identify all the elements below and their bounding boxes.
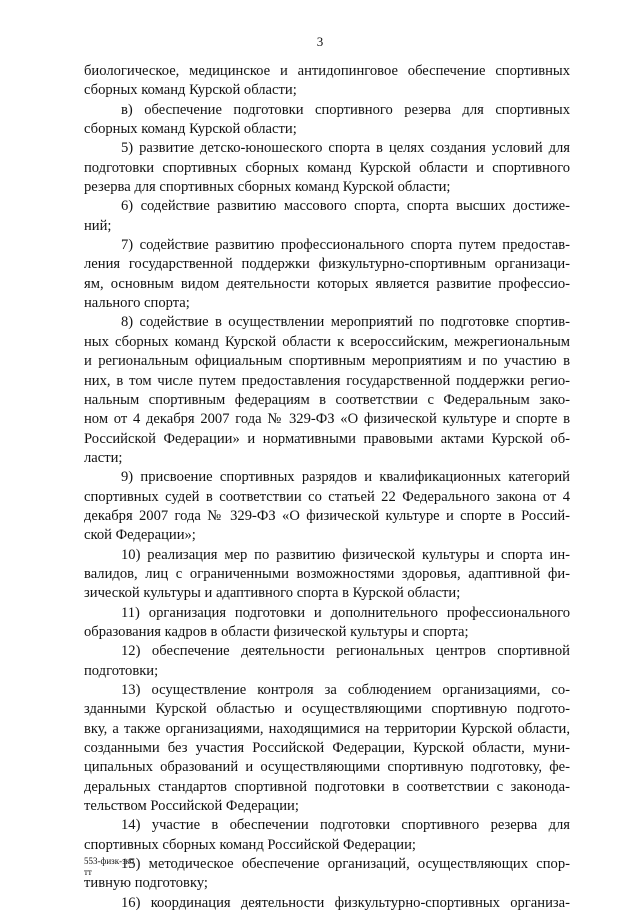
- text-line: спортивных сборных команд Российской Федерации;: [84, 836, 416, 853]
- text-line: образования кадров в области физической культуры и спорта;: [84, 623, 469, 640]
- text-line: сборных команд Курской области;: [84, 121, 297, 138]
- footer-code: 553-физк-зко: [84, 856, 135, 866]
- text-line: зической культуры и адаптивного спорта в Курской области;: [84, 585, 461, 602]
- text-line: ям, основным видом деятельности которых является развитие профессио-: [84, 275, 570, 292]
- text-line: ном от 4 декабря 2007 года № 329-ФЗ «О физической культуре и спорте в: [84, 411, 570, 428]
- text-line: 9) присвоение спортивных разрядов и квалификационных категорий: [121, 469, 570, 486]
- text-line: деральных стандартов спортивной подготовки в соответствии с законода-: [84, 778, 570, 795]
- text-line: тельством Российской Федерации;: [84, 798, 299, 815]
- text-line: 15) методическое обеспечение организаций, осуществляющих спор-: [121, 856, 570, 873]
- text-line: ласти;: [84, 449, 123, 466]
- text-line: нальным спортивным федерациям в соответствии с Федеральным зако-: [84, 391, 570, 408]
- text-line: ления государственной поддержки физкультурно-спортивным организаци-: [84, 256, 570, 273]
- text-line: зданными Курской областью и осуществляющими спортивную подгото-: [84, 701, 570, 718]
- document-body: [84, 62, 570, 913]
- text-line: и региональным официальным спортивным мероприятиям и по участию в: [84, 353, 570, 370]
- text-line: 14) участие в обеспечении подготовки спортивного резерва для: [121, 817, 570, 834]
- text-line: валидов, лиц с ограниченными возможностями здоровья, адаптивной фи-: [84, 565, 570, 582]
- text-line: 8) содействие в осуществлении мероприятий по подготовке спортив-: [121, 314, 570, 331]
- text-line: них, в том числе путем предоставления государственной поддержки регио-: [84, 372, 570, 389]
- text-line: 7) содействие развитию профессионального спорта путем предостав-: [121, 237, 570, 254]
- text-line: тивную подготовку;: [84, 875, 208, 892]
- text-line: декабря 2007 года № 329-ФЗ «О физической культуре и спорте в Россий-: [84, 507, 570, 524]
- text-line: сборных команд Курской области;: [84, 82, 297, 99]
- text-line: биологическое, медицинское и антидопинговое обеспечение спортивных: [84, 63, 570, 79]
- text-line: 5) развитие детско-юношеского спорта в целях создания условий для: [121, 140, 570, 157]
- text-line: спортивных судей в соответствии со статьей 22 Федерального закона от 4: [84, 488, 570, 505]
- text-line: вку, а также организациями, находящимися на территории Курской области,: [84, 720, 570, 737]
- text-line: ципальных образований и осуществляющими спортивную подготовку, фе-: [84, 759, 570, 776]
- text-line: 12) обеспечение деятельности региональных центров спортивной: [121, 643, 570, 660]
- text-line: 13) осуществление контроля за соблюдением организациями, со-: [121, 682, 570, 698]
- text-line: созданными без участия Российской Федерации, Курской области, муни-: [84, 740, 570, 757]
- text-line: подготовки спортивных сборных команд Курской области и спортивного: [84, 159, 570, 176]
- page-number: 3: [316, 34, 324, 49]
- document-footer: [84, 856, 134, 878]
- text-line: в) обеспечение подготовки спортивного резерва для спортивных: [121, 101, 570, 118]
- text-line: резерва для спортивных сборных команд Курской области;: [84, 179, 451, 196]
- text-line: ской Федерации»;: [84, 527, 196, 544]
- text-line: ний;: [84, 217, 112, 234]
- text-line: 6) содействие развитию массового спорта, спорта высших достиже-: [121, 198, 570, 215]
- text-line: 10) реализация мер по развитию физической культуры и спорта ин-: [121, 546, 570, 563]
- text-line: ных сборных команд Курской области к всероссийским, межрегиональным: [84, 333, 570, 350]
- text-line: нального спорта;: [84, 295, 190, 312]
- text-line: подготовки;: [84, 662, 159, 679]
- text-line: Российской Федерации» и нормативными правовыми актами Курской об-: [84, 430, 570, 447]
- text-line: 16) координация деятельности физкультурно-спортивных организа-: [121, 894, 570, 911]
- text-line: 11) организация подготовки и дополнительного профессионального: [121, 604, 570, 621]
- footer-initials: тт: [84, 867, 92, 877]
